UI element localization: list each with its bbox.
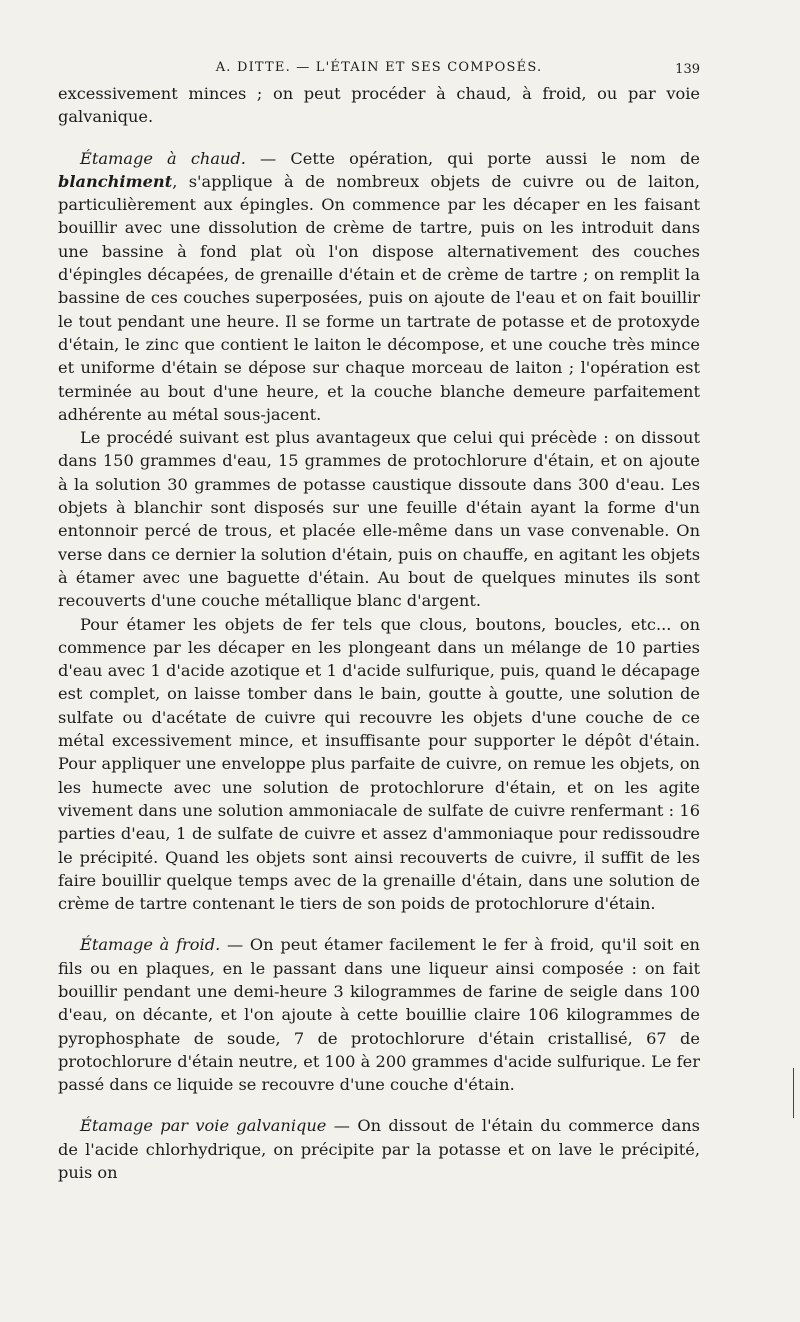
paragraph-continuation: excessivement minces ; on peut procéder à chaud, à froid, ou par voie galvanique.: [58, 84, 700, 127]
paragraph-body-text: , s'applique à de nombreux objets de cuivre ou de laiton, particulièrement aux épingles. On commence par les décaper en les faisant bouillir avec une dissolution de crème de tartre, puis on les introduit dans une bassine à fond plat où l'on dispose alternativement des couches d'épingles décapées, de grenaille d'étain et de crème de tartre ; on remplit la bassine de ces couches superposées, puis on ajoute de l'eau et on fait bouillir le tout pendant une heure. Il se forme un tartrate de potasse et de protoxyde d'étain, le zinc que contient le laiton le décompose, et une couche très mince et uniforme d'étain se dépose sur chaque morceau de laiton ; l'opération est terminée au bout d'une heure, et la couche blanche demeure parfaitement adhérente au métal sous-jacent.: [58, 171, 700, 424]
margin-mark: [793, 1068, 794, 1118]
section-title-etamage-a-chaud: Étamage à chaud.: [80, 148, 246, 168]
term-blanchiment: blanchiment: [58, 171, 173, 191]
paragraph-body-text: — On peut étamer facilement le fer à froid, qu'il soit en fils ou en plaques, en le passant dans une liqueur ainsi composée : on fait bouillir pendant une demi-heure 3 kilogrammes de farine de seigle dans 100 d'eau, on décante, et l'on ajoute à cette bouillie claire 106 kilogrammes de pyrophosphate de soude, 7 de protochlorure d'étain cristallisé, 67 de protochlorure d'étain neutre, et 100 à 200 grammes d'acide sulfurique. Le fer passé dans ce liquide se recouvre d'une couche d'étain.: [58, 935, 700, 1095]
paragraph-lead-text: — Cette opération, qui porte aussi le nom de: [245, 148, 700, 168]
paragraph-body-text: — On dissout de l'étain du commerce dans de l'acide chlorhydrique, on précipite par la potasse et on lave le précipité, puis on: [58, 1116, 700, 1183]
paragraph-etamage-a-froid: [58, 933, 700, 1096]
page: [58, 56, 700, 1184]
paragraph-etamage-galvanique: [58, 1114, 700, 1184]
paragraph-procede-avantageux: Le procédé suivant est plus avantageux que celui qui précède : on dissout dans 150 grammes d'eau, 15 grammes de protochlorure d'étain, et on ajoute à la solution 30 grammes de potasse caustique dissoute dans 300 d'eau. Les objets à blanchir sont disposés sur une feuille d'étain ayant la forme d'un entonnoir percé de trous, et placée elle-même dans un vase convenable. On verse dans ce dernier la solution d'étain, puis on chauffe, en agitant les objets à étamer avec une baguette d'étain. Au bout de quelques minutes ils sont recouverts d'une couche métallique blanc d'argent.: [58, 428, 700, 611]
paragraph-etamage-a-chaud: [58, 147, 700, 427]
section-title-etamage-galvanique: Étamage par voie galvanique: [80, 1116, 327, 1136]
running-header: [58, 56, 700, 82]
section-title-etamage-a-froid: Étamage à froid.: [80, 935, 221, 955]
running-title: A. DITTE. — L'ÉTAIN ET SES COMPOSÉS.: [215, 60, 543, 75]
paragraph-objets-de-fer: Pour étamer les objets de fer tels que clous, boutons, boucles, etc... on commence par les décaper en les plongeant dans un mélange de 10 parties d'eau avec 1 d'acide azotique et 1 d'acide sulfurique, puis, quand le décapage est complet, on laisse tomber dans le bain, goutte à goutte, une solution de sulfate ou d'acétate de cuivre qui recouvre les objets d'une couche de ce métal excessivement mince, et insuffisante pour supporter le dépôt d'étain. Pour appliquer une enveloppe plus parfaite de cuivre, on remue les objets, on les humecte avec une solution de protochlorure d'étain, et on les agite vivement dans une solution ammoniacale de sulfate de cuivre renfermant : 16 parties d'eau, 1 de sulfate de cuivre et assez d'ammoniaque pour redissoudre le précipité. Quand les objets sont ainsi recouverts de cuivre, il suffit de les faire bouillir quelque temps avec de la grenaille d'étain, dans une solution de crème de tartre contenant le tiers de son poids de protochlorure d'étain.: [58, 614, 700, 914]
page-number: 139: [675, 62, 700, 77]
